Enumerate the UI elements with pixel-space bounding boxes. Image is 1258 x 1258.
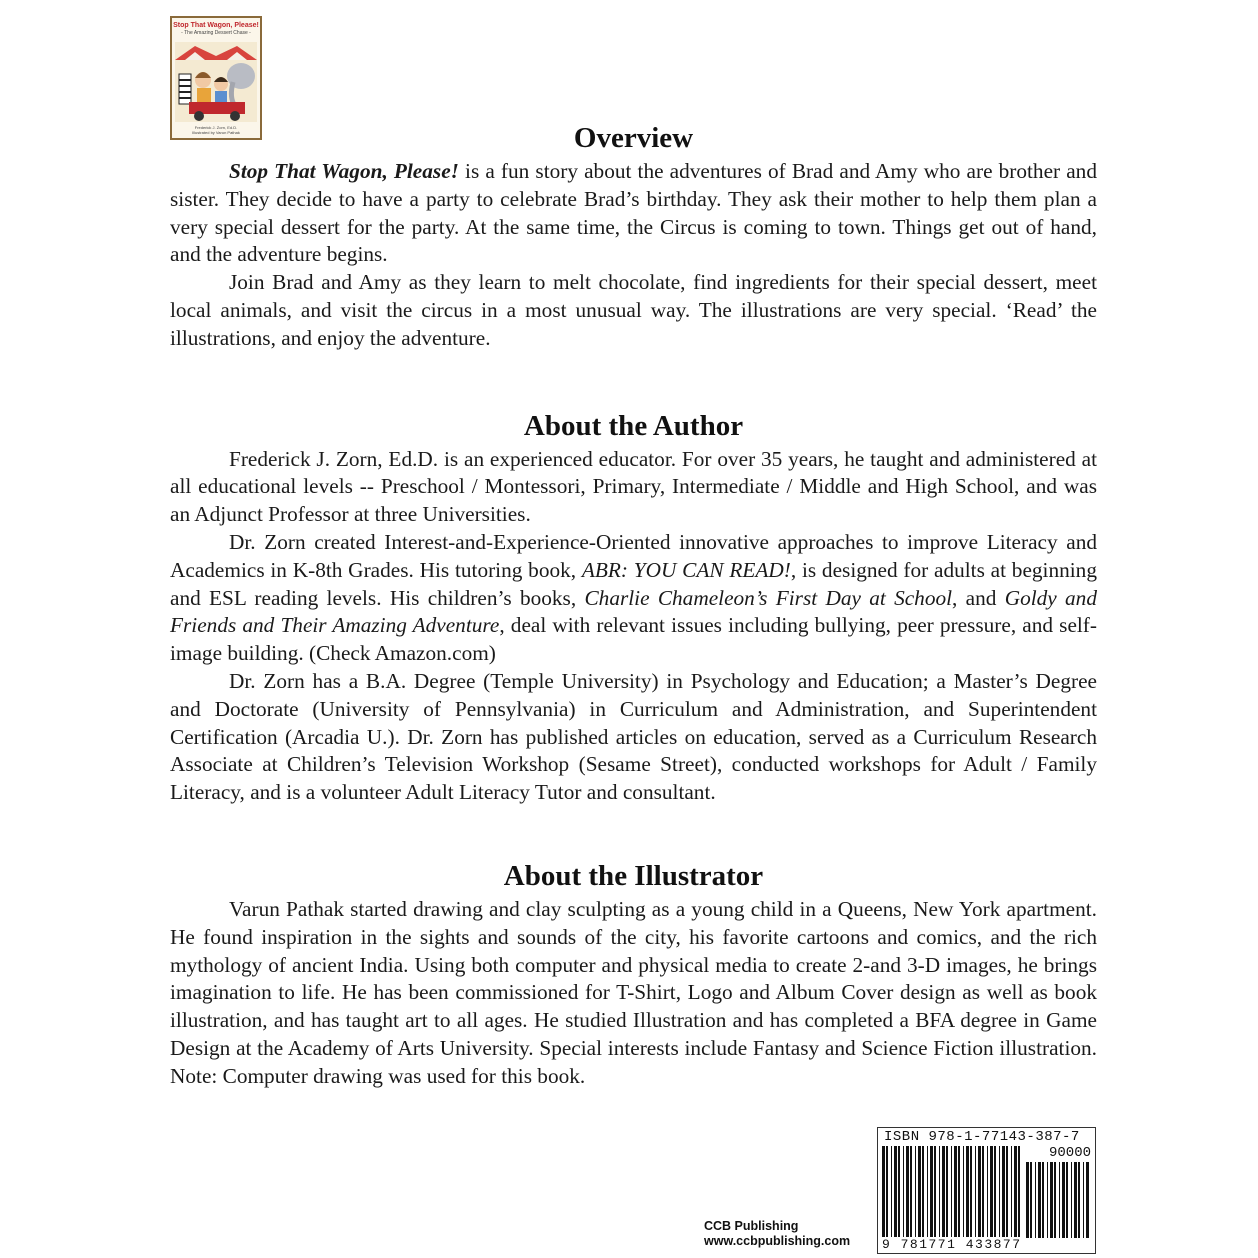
book-title-charlie: Charlie Chameleon’s First Day at School xyxy=(584,585,953,610)
price-code: 90000 xyxy=(1048,1145,1091,1161)
isbn-label: ISBN 978-1-77143-387-7 xyxy=(884,1129,1080,1145)
illustrator-paragraph-1: Varun Pathak started drawing and clay sculpting as a young child in a Queens, New York apartment. He found inspiration in the sights and sounds of the city, his favorite cartoons and comics, and the rich mythology of ancient India. Using both computer and physical media to create 2-and 3-D images, he brings imagination to life. He has been commissioned for T-Shirt, Logo and Album Cover design as well as book illustration, and has taught art to all ages. He studied Illustration and has completed a BFA degree in Game Design at the Academy of Arts University. Special interests include Fantasy and Science Fiction illustration. Note: Computer drawing was used for this book. xyxy=(170,896,1097,1088)
publisher-url: www.ccbpublishing.com xyxy=(704,1234,851,1248)
barcode-bar xyxy=(1086,1162,1089,1238)
author-paragraph-2: Dr. Zorn created Interest-and-Experience-Oriented innovative approaches to improve Literacy and Academics in K-8th Grades. His tutoring book, ABR: YOU CAN READ!, is designed for adults at beginning and ESL reading levels. His children’s books, Charlie Chameleon’s First Day at School, and Goldy and Friends and Their Amazing Adventure, deal with relevant issues including bullying, peer pressure, and self-image building. (Check Amazon.com) xyxy=(170,529,1097,666)
barcode-bar xyxy=(1066,1162,1068,1238)
cover-subtitle: - The Amazing Dessert Chase - xyxy=(181,30,251,36)
publisher-info xyxy=(704,1219,850,1249)
cover-title: Stop That Wagon, Please! xyxy=(173,22,259,29)
barcode-bar xyxy=(1050,1162,1053,1238)
barcode-bar xyxy=(1071,1162,1072,1238)
isbn-barcode xyxy=(877,1127,1096,1254)
barcode-bar xyxy=(1030,1162,1032,1238)
barcode-bar xyxy=(1026,1162,1029,1238)
author-paragraph-3: Dr. Zorn has a B.A. Degree (Temple University) in Psychology and Education; a Master’s Degree and Doctorate (University of Pennsylvania) in Curriculum and Administration, and Superintendent Certification (Arcadia U.). Dr. Zorn has published articles on education, served as a Curriculum Research Associate at Children’s Television Workshop (Sesame Street), conducted workshops for Adult / Family Literacy, and is a volunteer Adult Literacy Tutor and consultant. xyxy=(170,668,1097,805)
overview-paragraph-2: Join Brad and Amy as they learn to melt chocolate, find ingredients for their special dessert, meet local animals, and visit the circus in a most unusual way. The illustrations are very special. ‘Read’ the illustrations, and enjoy the adventure. xyxy=(170,270,1097,350)
ean-digits: 9 781771 433877 xyxy=(882,1237,1022,1252)
barcode-bar xyxy=(1062,1162,1065,1238)
cover-author: Frederick J. Zorn, Ed.D. xyxy=(194,125,238,130)
overview-heading: Overview xyxy=(573,122,694,154)
barcode-bar xyxy=(1078,1162,1080,1238)
price-barcode-bars xyxy=(1026,1162,1092,1238)
barcode-bar xyxy=(1059,1162,1060,1238)
book-title-goldy: Goldy and Friends and Their Amazing Adventure xyxy=(170,585,1097,638)
illustrator-heading: About the Illustrator xyxy=(503,859,764,892)
barcode-bar xyxy=(1047,1162,1048,1238)
publisher-name: CCB Publishing xyxy=(704,1219,799,1233)
book-title: Stop That Wagon, Please! xyxy=(229,159,459,183)
cover-illustration xyxy=(175,42,257,122)
author-paragraph-1: Frederick J. Zorn, Ed.D. is an experienced educator. For over 35 years, he taught and administered at all educational levels -- Preschool / Montessori, Primary, Intermediate / Middle and High School, and was an Adjunct Professor at three Universities. xyxy=(170,446,1097,527)
barcode-bar xyxy=(1035,1162,1036,1238)
barcode-bar xyxy=(1042,1162,1044,1238)
cover-illustrator: Illustrated by Varun Pathak xyxy=(192,130,240,135)
author-heading: About the Author xyxy=(523,409,744,442)
barcode-bar xyxy=(1038,1162,1041,1238)
back-cover-text xyxy=(170,118,1097,1091)
barcode-bar xyxy=(1083,1162,1084,1238)
barcode-bar xyxy=(1074,1162,1077,1238)
overview-paragraph-1: Stop That Wagon, Please! is a fun story about the adventures of Brad and Amy who are brother and sister. They decide to have a party to celebrate Brad’s birthday. They ask their mother to help them plan a very special dessert for the party. At the same time, the Circus is coming to town. Things get out of hand, and the adventure begins. xyxy=(170,159,1097,267)
book-title-abr: ABR: YOU CAN READ! xyxy=(581,557,791,582)
barcode-bar xyxy=(1054,1162,1056,1238)
